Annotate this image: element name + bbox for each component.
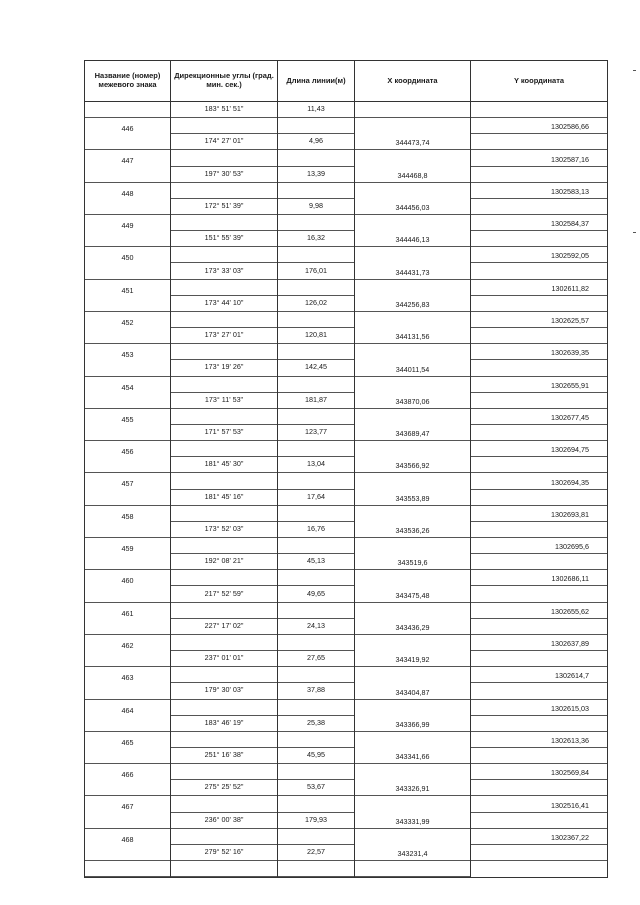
angle-spacer <box>171 603 277 619</box>
y-spacer <box>471 490 607 506</box>
segment-angle: 237° 01' 01" <box>171 651 277 667</box>
point-name: 446 <box>85 118 170 150</box>
point-x: 343870,06 <box>355 377 470 409</box>
point-x: 343326,91 <box>355 764 470 796</box>
column-y <box>471 102 607 877</box>
point-x: 343404,87 <box>355 667 470 699</box>
coordinates-table <box>84 60 608 878</box>
point-name: 461 <box>85 603 170 635</box>
segment-length: 27,65 <box>278 651 354 667</box>
length-spacer <box>278 764 354 780</box>
segment-angle: 181° 45' 30" <box>171 457 277 473</box>
angle-spacer <box>171 861 277 877</box>
column-angle <box>171 102 278 877</box>
length-spacer <box>278 570 354 586</box>
point-y: 1302569,84 <box>471 764 607 780</box>
point-x: 343553,89 <box>355 473 470 505</box>
angle-spacer <box>171 538 277 554</box>
segment-angle: 173° 44' 10" <box>171 296 277 312</box>
y-spacer <box>471 134 607 150</box>
segment-angle: 151° 55' 39" <box>171 231 277 247</box>
point-x: 344473,74 <box>355 118 470 150</box>
segment-length: 176,01 <box>278 264 354 280</box>
length-spacer <box>278 829 354 845</box>
table-header <box>85 61 607 102</box>
angle-spacer <box>171 344 277 360</box>
angle-spacer <box>171 764 277 780</box>
point-name: 458 <box>85 506 170 538</box>
angle-spacer <box>171 635 277 651</box>
y-spacer <box>471 231 607 247</box>
angle-spacer <box>171 215 277 231</box>
length-spacer <box>278 150 354 166</box>
angle-spacer <box>171 441 277 457</box>
point-x: 344468,8 <box>355 150 470 182</box>
point-name: 460 <box>85 570 170 602</box>
length-spacer <box>278 312 354 328</box>
segment-angle: 173° 52' 03" <box>171 522 277 538</box>
segment-length: 16,76 <box>278 522 354 538</box>
y-spacer <box>471 393 607 409</box>
point-y: 1302694,75 <box>471 441 607 457</box>
point-name: 459 <box>85 538 170 570</box>
length-spacer <box>278 473 354 489</box>
margin-mark <box>633 70 636 71</box>
y-spacer <box>471 328 607 344</box>
point-name: 454 <box>85 377 170 409</box>
point-name: 456 <box>85 441 170 473</box>
y-spacer <box>471 651 607 667</box>
length-spacer <box>278 506 354 522</box>
y-spacer <box>471 683 607 699</box>
y-spacer <box>471 102 607 118</box>
segment-length: 142,45 <box>278 360 354 376</box>
point-x: 343331,99 <box>355 796 470 828</box>
header-y: Y координата <box>513 75 565 85</box>
y-spacer <box>471 360 607 376</box>
angle-spacer <box>171 118 277 134</box>
point-y: 1302584,37 <box>471 215 607 231</box>
point-y: 1302693,81 <box>471 506 607 522</box>
segment-angle: 173° 11' 53" <box>171 393 277 409</box>
segment-length: 22,57 <box>278 845 354 861</box>
header-name: Название (номер) межевого знака <box>85 61 171 101</box>
length-spacer <box>278 861 354 877</box>
segment-angle: 279° 52' 16" <box>171 845 277 861</box>
column-x <box>355 102 471 877</box>
point-y: 1302516,41 <box>471 796 607 812</box>
segment-length: 120,81 <box>278 328 354 344</box>
point-y: 1302367,22 <box>471 829 607 845</box>
segment-length: 24,13 <box>278 619 354 635</box>
point-name: 455 <box>85 409 170 441</box>
y-spacer <box>471 264 607 280</box>
point-name: 447 <box>85 150 170 182</box>
point-x: 344131,56 <box>355 312 470 344</box>
x-spacer <box>355 861 470 877</box>
segment-length: 45,95 <box>278 748 354 764</box>
point-name: 450 <box>85 247 170 279</box>
segment-length: 11,43 <box>278 102 354 118</box>
segment-angle: 171° 57' 53" <box>171 425 277 441</box>
point-name: 457 <box>85 473 170 505</box>
angle-spacer <box>171 377 277 393</box>
point-name: 465 <box>85 732 170 764</box>
y-spacer <box>471 522 607 538</box>
segment-angle: 251° 16' 38" <box>171 748 277 764</box>
angle-spacer <box>171 796 277 812</box>
segment-length: 25,38 <box>278 716 354 732</box>
point-name: 448 <box>85 183 170 215</box>
point-x: 343536,26 <box>355 506 470 538</box>
y-spacer <box>471 845 607 861</box>
point-x: 344431,73 <box>355 247 470 279</box>
point-x: 343566,92 <box>355 441 470 473</box>
y-spacer <box>471 167 607 183</box>
point-y: 1302587,16 <box>471 150 607 166</box>
margin-mark <box>633 232 636 233</box>
angle-spacer <box>171 667 277 683</box>
point-x: 344011,54 <box>355 344 470 376</box>
point-x: 343231,4 <box>355 829 470 861</box>
segment-angle: 174° 27' 01" <box>171 134 277 150</box>
segment-angle: 181° 45' 16" <box>171 490 277 506</box>
angle-spacer <box>171 183 277 199</box>
point-name: 464 <box>85 700 170 732</box>
length-spacer <box>278 215 354 231</box>
angle-spacer <box>171 829 277 845</box>
length-spacer <box>278 732 354 748</box>
segment-length: 181,87 <box>278 393 354 409</box>
segment-angle: 173° 19' 26" <box>171 360 277 376</box>
angle-spacer <box>171 473 277 489</box>
point-x: 344256,83 <box>355 280 470 312</box>
angle-spacer <box>171 570 277 586</box>
y-spacer <box>471 199 607 215</box>
segment-angle: 236° 00' 38" <box>171 813 277 829</box>
y-spacer <box>471 587 607 603</box>
point-name: 467 <box>85 796 170 828</box>
segment-length: 53,67 <box>278 780 354 796</box>
angle-spacer <box>171 280 277 296</box>
point-x: 343341,66 <box>355 732 470 764</box>
segment-angle: 192° 08' 21" <box>171 554 277 570</box>
point-x: 343519,6 <box>355 538 470 570</box>
segment-length: 45,13 <box>278 554 354 570</box>
point-y: 1302637,89 <box>471 635 607 651</box>
y-spacer <box>471 619 607 635</box>
header-length: Длина линии(м) <box>278 61 355 101</box>
point-name: 462 <box>85 635 170 667</box>
point-x: 343475,48 <box>355 570 470 602</box>
point-y: 1302586,66 <box>471 118 607 134</box>
point-y: 1302614,7 <box>471 667 607 683</box>
length-spacer <box>278 667 354 683</box>
angle-spacer <box>171 409 277 425</box>
y-spacer <box>471 296 607 312</box>
point-y: 1302677,45 <box>471 409 607 425</box>
point-x: 343366,99 <box>355 700 470 732</box>
point-y: 1302639,35 <box>471 344 607 360</box>
segment-angle: 197° 30' 53" <box>171 167 277 183</box>
point-y: 1302611,82 <box>471 280 607 296</box>
segment-length: 9,98 <box>278 199 354 215</box>
column-length <box>278 102 355 877</box>
point-name: 452 <box>85 312 170 344</box>
length-spacer <box>278 603 354 619</box>
length-spacer <box>278 796 354 812</box>
y-spacer <box>471 716 607 732</box>
segment-length: 179,93 <box>278 813 354 829</box>
length-spacer <box>278 247 354 263</box>
point-x: 344446,13 <box>355 215 470 247</box>
angle-spacer <box>171 150 277 166</box>
length-spacer <box>278 118 354 134</box>
point-y: 1302655,91 <box>471 377 607 393</box>
length-spacer <box>278 377 354 393</box>
point-name: 451 <box>85 280 170 312</box>
angle-spacer <box>171 247 277 263</box>
segment-length: 16,32 <box>278 231 354 247</box>
point-y: 1302615,03 <box>471 700 607 716</box>
point-name: 463 <box>85 667 170 699</box>
angle-spacer <box>171 506 277 522</box>
x-spacer <box>355 102 470 118</box>
length-spacer <box>278 409 354 425</box>
point-name: 468 <box>85 829 170 861</box>
y-spacer <box>471 748 607 764</box>
point-x: 343419,92 <box>355 635 470 667</box>
table-body <box>85 102 607 877</box>
segment-length: 126,02 <box>278 296 354 312</box>
segment-angle: 183° 51' 51" <box>171 102 277 118</box>
segment-length: 13,39 <box>278 167 354 183</box>
column-point-name <box>85 102 171 877</box>
segment-angle: 173° 27' 01" <box>171 328 277 344</box>
segment-length: 123,77 <box>278 425 354 441</box>
header-x: X координата <box>355 61 471 101</box>
segment-angle: 173° 33' 03" <box>171 264 277 280</box>
y-spacer <box>471 425 607 441</box>
length-spacer <box>278 280 354 296</box>
segment-length: 17,64 <box>278 490 354 506</box>
y-spacer <box>471 554 607 570</box>
point-y: 1302583,13 <box>471 183 607 199</box>
length-spacer <box>278 538 354 554</box>
point-x: 344456,03 <box>355 183 470 215</box>
point-y: 1302592,05 <box>471 247 607 263</box>
segment-angle: 227° 17' 02" <box>171 619 277 635</box>
point-name: 449 <box>85 215 170 247</box>
y-spacer <box>471 780 607 796</box>
segment-angle: 183° 46' 19" <box>171 716 277 732</box>
point-name: 453 <box>85 344 170 376</box>
segment-angle: 179° 30' 03" <box>171 683 277 699</box>
point-y: 1302655,62 <box>471 603 607 619</box>
segment-angle: 172° 51' 39" <box>171 199 277 215</box>
segment-length: 49,65 <box>278 587 354 603</box>
length-spacer <box>278 441 354 457</box>
header-angle: Дирекционные углы (град. мин. сек.) <box>171 61 278 101</box>
segment-angle: 275° 25' 52" <box>171 780 277 796</box>
length-spacer <box>278 183 354 199</box>
point-y: 1302613,36 <box>471 732 607 748</box>
y-spacer <box>471 813 607 829</box>
point-y: 1302686,11 <box>471 570 607 586</box>
point-name: 466 <box>85 764 170 796</box>
length-spacer <box>278 635 354 651</box>
segment-length: 4,96 <box>278 134 354 150</box>
point-x: 343436,29 <box>355 603 470 635</box>
point-y: 1302695,6 <box>471 538 607 554</box>
name-spacer <box>85 861 170 877</box>
angle-spacer <box>171 312 277 328</box>
angle-spacer <box>171 732 277 748</box>
y-spacer <box>471 457 607 473</box>
length-spacer <box>278 344 354 360</box>
segment-length: 13,04 <box>278 457 354 473</box>
point-y: 1302625,57 <box>471 312 607 328</box>
angle-spacer <box>171 700 277 716</box>
segment-angle: 217° 52' 59" <box>171 587 277 603</box>
name-spacer <box>85 102 170 118</box>
segment-length: 37,88 <box>278 683 354 699</box>
length-spacer <box>278 700 354 716</box>
point-x: 343689,47 <box>355 409 470 441</box>
point-y: 1302694,35 <box>471 473 607 489</box>
